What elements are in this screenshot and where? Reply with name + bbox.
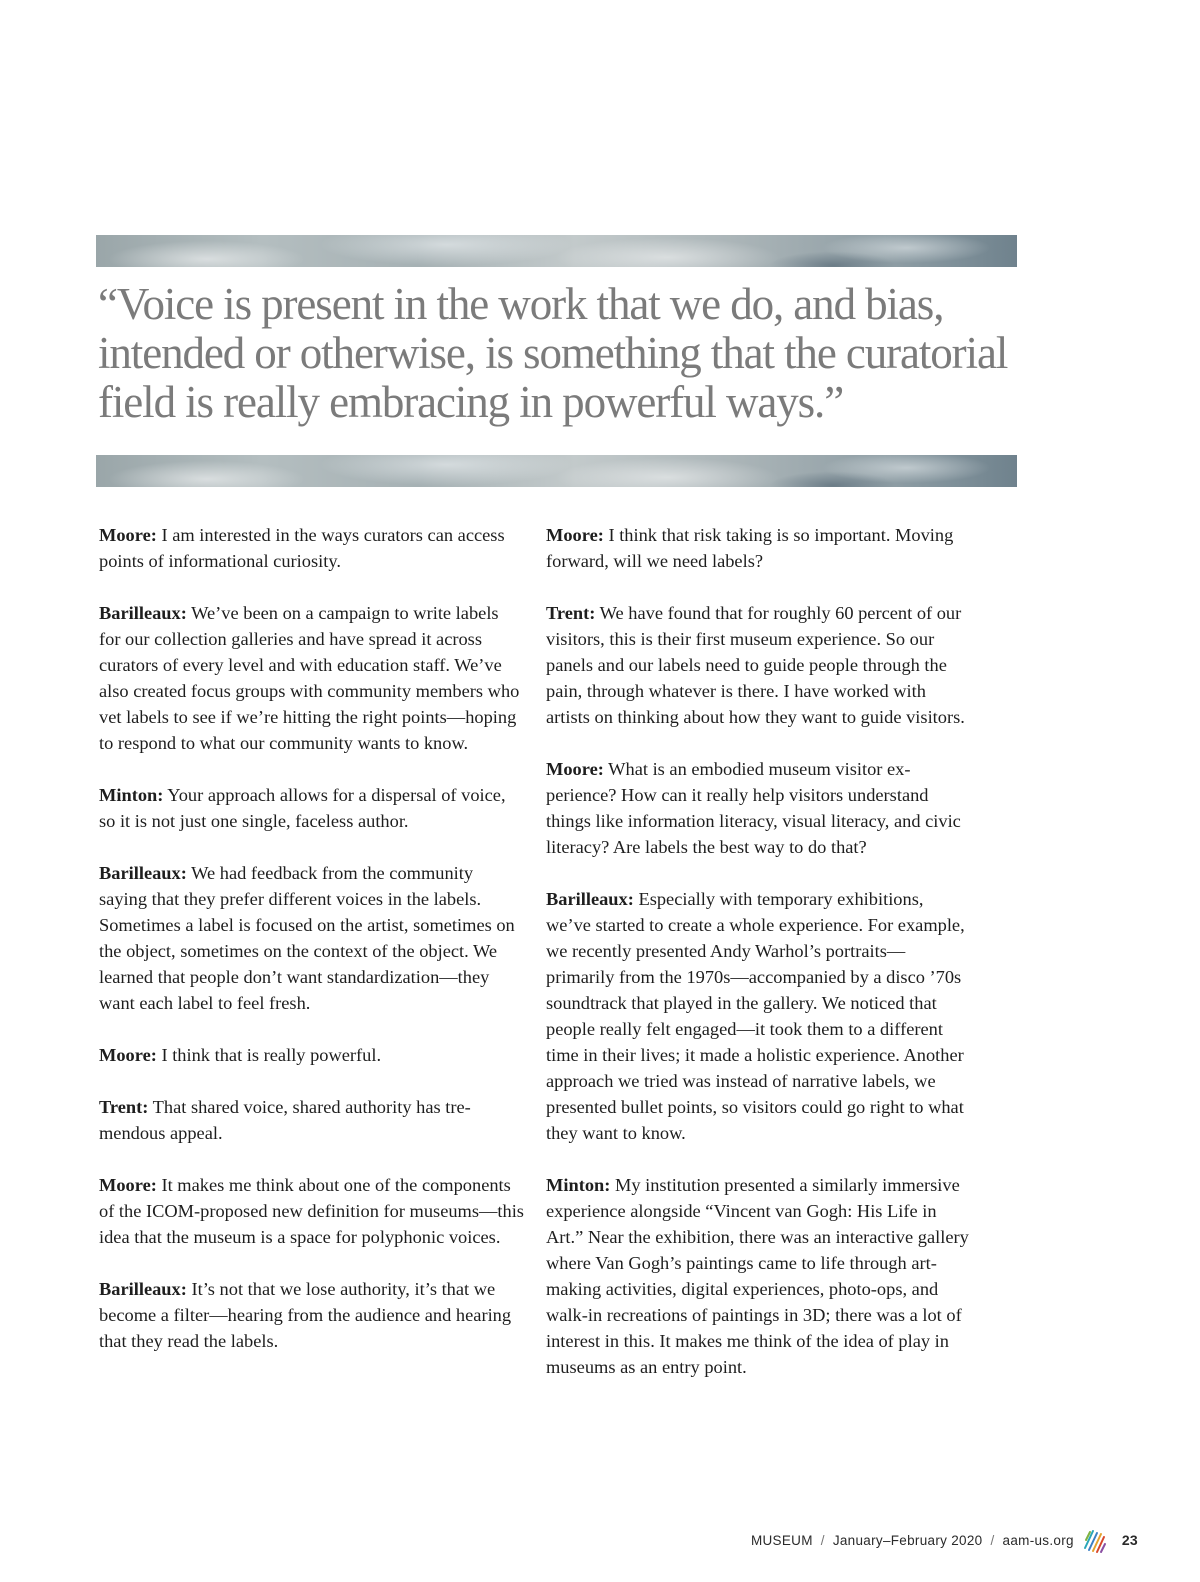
- speaker-name: Moore:: [99, 525, 157, 545]
- dialogue-text: We had feedback from the community saying that they prefer different voices in the labels. Sometimes a label is focused on the artist, sometimes on the object, sometimes on the context of the object. We learned that people don’t want standardization—they want each label to feel fresh.: [99, 863, 515, 1013]
- speaker-name: Barilleaux:: [99, 603, 187, 623]
- footer-separator: /: [990, 1532, 995, 1548]
- speaker-name: Moore:: [546, 525, 604, 545]
- page-footer: [751, 1526, 1138, 1554]
- left-column: [99, 522, 524, 1380]
- issue-date: January–February 2020: [832, 1532, 983, 1548]
- dialogue-entry: [99, 1094, 524, 1146]
- right-column: [546, 522, 971, 1406]
- speaker-name: Trent:: [546, 603, 596, 623]
- footer-separator: /: [820, 1532, 825, 1548]
- dialogue-text: We have found that for roughly 60 percent of our visitors, this is their first museum experience. So our panels and our labels need to guide people through the pain, through whatever is there. I have worked with artists on thinking about how they want to guide visitors.: [546, 603, 965, 727]
- speaker-name: Barilleaux:: [99, 1279, 187, 1299]
- speaker-name: Barilleaux:: [546, 889, 634, 909]
- aam-stripes-logo-icon: [1082, 1526, 1108, 1554]
- page-number: 23: [1121, 1532, 1138, 1548]
- dialogue-entry: [99, 1276, 524, 1354]
- dialogue-entry: [546, 756, 971, 860]
- dialogue-entry: [99, 860, 524, 1016]
- dialogue-entry: [546, 886, 971, 1146]
- dialogue-entry: [546, 600, 971, 730]
- dialogue-text: Especially with temporary exhibitions, we’ve started to create a whole experience. For example, we recently presented Andy Warhol’s portraits—primarily from the 1970s—accompanied by a disco ’70s soundtrack that played in the gallery. We noticed that people really felt engaged—it took them to a different time in their lives; it made a holistic experience. Another approach we tried was instead of narrative labels, we presented bullet points, so visitors could go right to what they want to know.: [546, 889, 965, 1143]
- dialogue-entry: [99, 782, 524, 834]
- dialogue-text: That shared voice, shared authority has tremendous appeal.: [99, 1097, 471, 1143]
- dialogue-text: It’s not that we lose authority, it’s that we become a filter—hearing from the audience and hearing that they read the labels.: [99, 1279, 512, 1351]
- dialogue-text: What is an embodied museum visitor experience? How can it really help visitors understand things like information literacy, visual literacy, and civic literacy? Are labels the best way to do that?: [546, 759, 961, 857]
- dialogue-entry: [99, 600, 524, 756]
- dialogue-text: I think that is really powerful.: [156, 1045, 382, 1065]
- speaker-name: Moore:: [99, 1045, 157, 1065]
- speaker-name: Minton:: [99, 785, 164, 805]
- cloud-banner-top: [96, 235, 1017, 267]
- speaker-name: Barilleaux:: [99, 863, 187, 883]
- speaker-name: Moore:: [99, 1175, 157, 1195]
- publication-name: MUSEUM: [750, 1532, 813, 1548]
- dialogue-text: I am interested in the ways curators can access points of informational curiosity.: [99, 525, 505, 571]
- speaker-name: Moore:: [546, 759, 604, 779]
- speaker-name: Minton:: [546, 1175, 611, 1195]
- dialogue-text: I think that risk taking is so important. Moving forward, will we need labels?: [546, 525, 954, 571]
- dialogue-text: We’ve been on a campaign to write labels for our collection galleries and have spread it across curators of every level and with education staff. We’ve also created focus groups with community members who vet labels to see if we’re hitting the right points—hoping to respond to what our community wants to know.: [99, 603, 520, 753]
- pull-quote: “Voice is present in the work that we do, and bias, intended or otherwise, is something that the curatorial field is really embracing in powerful ways.”: [98, 279, 1008, 427]
- dialogue-entry: [99, 522, 524, 574]
- dialogue-entry: [99, 1042, 524, 1068]
- speaker-name: Trent:: [99, 1097, 149, 1117]
- dialogue-text: Your approach allows for a dispersal of voice, so it is not just one single, faceless author.: [99, 785, 506, 831]
- dialogue-entry: [546, 1172, 971, 1380]
- dialogue-entry: [546, 522, 971, 574]
- dialogue-text: My institution presented a similarly immersive experience alongside “Vincent van Gogh: His Life in Art.” Near the exhibition, there was an interactive gallery where Van Gogh’s paintings came to life through art-making activities, digital experiences, photo-ops, and walk-in recreations of paintings in 3D; there was a lot of interest in this. It makes me think of the idea of play in museums as an entry point.: [546, 1175, 969, 1377]
- website-link[interactable]: aam-us.org: [1002, 1532, 1074, 1548]
- dialogue-text: It makes me think about one of the components of the ICOM-proposed new definition for museums—this idea that the museum is a space for polyphonic voices.: [99, 1175, 524, 1247]
- cloud-banner-bottom: [96, 455, 1017, 487]
- dialogue-entry: [99, 1172, 524, 1250]
